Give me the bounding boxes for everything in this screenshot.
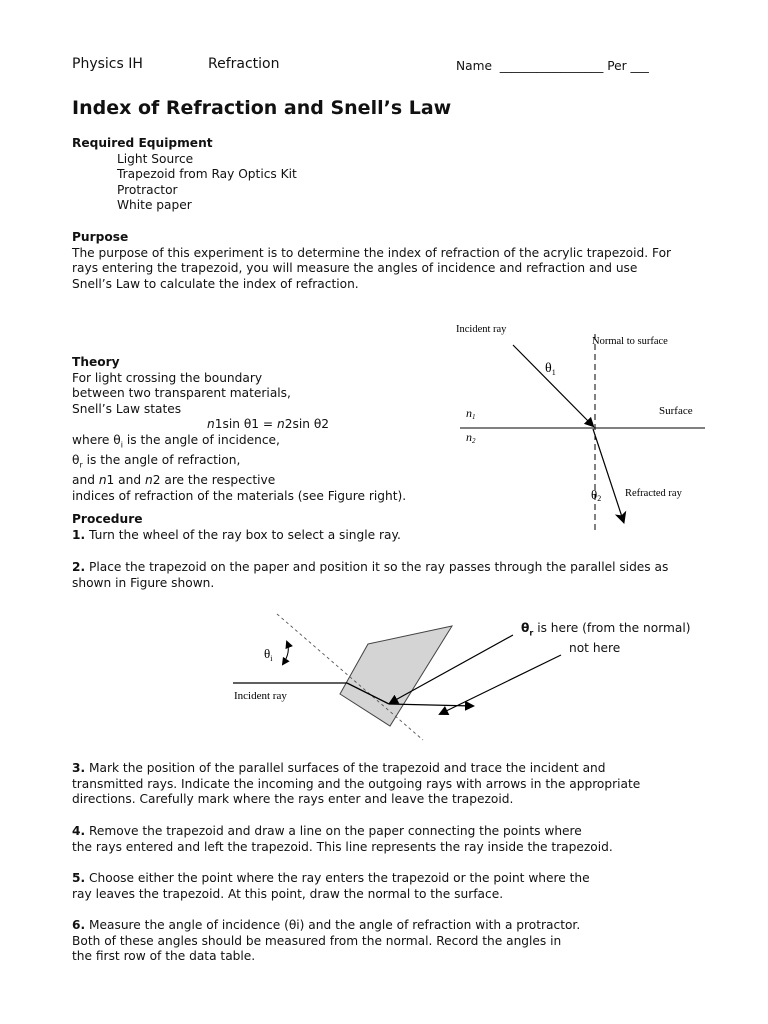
procedure-step: 2. Place the trapezoid on the paper and position it so the ray passes through the parallel sides as shown in Figure shown. xyxy=(72,560,669,590)
theory-line: where $\theta_i$ is the angle of incidence, xyxy=(72,432,280,450)
name-line: _________________ xyxy=(499,59,604,73)
purpose-line: Snell’s Law to calculate the index of refraction. xyxy=(72,276,359,291)
theory-line: and n1 and n2 are the respective xyxy=(72,473,276,488)
page-title: Index of Refraction and Snell’s Law xyxy=(72,97,452,119)
n2-label: n2 xyxy=(466,430,476,445)
incident-ray-line xyxy=(513,345,593,426)
procedure-step: 6. Measure the angle of incidence (θi) and the angle of refraction with a protractor. Both of these angles should be measured from the normal. Record the angles in the first row of the data table. xyxy=(72,918,581,964)
equipment-item: Light Source xyxy=(117,151,194,166)
purpose-line: rays entering the trapezoid, you will measure the angles of incidence and refraction and use xyxy=(72,261,638,276)
theory-section xyxy=(72,355,442,504)
figure2-note: $\theta_r$ is here (from the normal) not here xyxy=(521,621,691,656)
refracted-ray-label: Refracted ray xyxy=(625,488,682,499)
equipment-item: White paper xyxy=(117,198,192,213)
snells-law-figure xyxy=(440,318,720,543)
incident-ray-label: Incident ray xyxy=(234,690,287,702)
purpose-section xyxy=(72,230,712,292)
theta-i-arc xyxy=(283,642,288,664)
unit-label: Refraction xyxy=(208,56,280,72)
n1-symbol: n xyxy=(207,417,215,432)
procedure-step: 1. Turn the wheel of the ray box to select a single ray. xyxy=(72,527,401,542)
theta-i-label: $\theta_i$ xyxy=(264,646,273,663)
theta2-label: θ2 xyxy=(591,487,602,503)
theory-line: Snell’s Law states xyxy=(72,401,182,416)
per-label: Per xyxy=(607,59,627,73)
equipment-section xyxy=(72,136,297,214)
procedure-step: 4. Remove the trapezoid and draw a line on the paper connecting the points where the rays entered and left the trapezoid. This line represents the ray inside the trapezoid. xyxy=(72,824,613,854)
purpose-heading: Purpose xyxy=(72,230,129,244)
per-line: ___ xyxy=(630,59,649,73)
trapezoid-shape xyxy=(340,626,452,726)
n1-label: n1 xyxy=(466,406,476,421)
n2-symbol: n xyxy=(277,417,285,432)
purpose-line: The purpose of this experiment is to determine the index of refraction of the acrylic trapezoid. For xyxy=(72,245,672,260)
equation-part: 1sin θ1 = xyxy=(214,417,277,432)
equipment-item: Protractor xyxy=(117,182,178,197)
equipment-heading: Required Equipment xyxy=(72,136,213,150)
course-label: Physics IH xyxy=(72,56,143,72)
equipment-item: Trapezoid from Ray Optics Kit xyxy=(117,167,297,182)
equation-part: 2sin θ2 xyxy=(284,417,330,432)
procedure-step: 5. Choose either the point where the ray enters the trapezoid or the point where the ray leaves the trapezoid. At this point, draw the normal to the surface. xyxy=(72,871,590,901)
theta1-label: $\theta_1$ xyxy=(545,361,556,377)
procedure-step: 3. Mark the position of the parallel surfaces of the trapezoid and trace the incident and transmitted rays. Indicate the incoming and the outgoing rays with arrows in the appropriate directions. Carefully mark where the rays enter and leave the trapezoid. xyxy=(72,761,641,807)
refracted-ray-line xyxy=(593,429,624,523)
theory-line: For light crossing the boundary xyxy=(72,370,263,385)
name-field xyxy=(456,59,649,75)
snells-law-equation xyxy=(72,417,442,433)
incident-ray-label: Incident ray xyxy=(456,324,507,335)
procedure-section xyxy=(72,512,722,543)
procedure-heading: Procedure xyxy=(72,512,143,526)
normal-label: Normal to surface xyxy=(592,336,668,347)
theory-heading: Theory xyxy=(72,355,120,369)
surface-label: Surface xyxy=(659,405,693,417)
pointer-arrow-wrong xyxy=(440,655,561,714)
name-label: Name xyxy=(456,59,492,73)
theory-line: indices of refraction of the materials (see Figure right). xyxy=(72,488,407,503)
theory-line: $\theta_r$ is the angle of refraction, xyxy=(72,453,241,470)
theory-line: between two transparent materials, xyxy=(72,386,291,401)
